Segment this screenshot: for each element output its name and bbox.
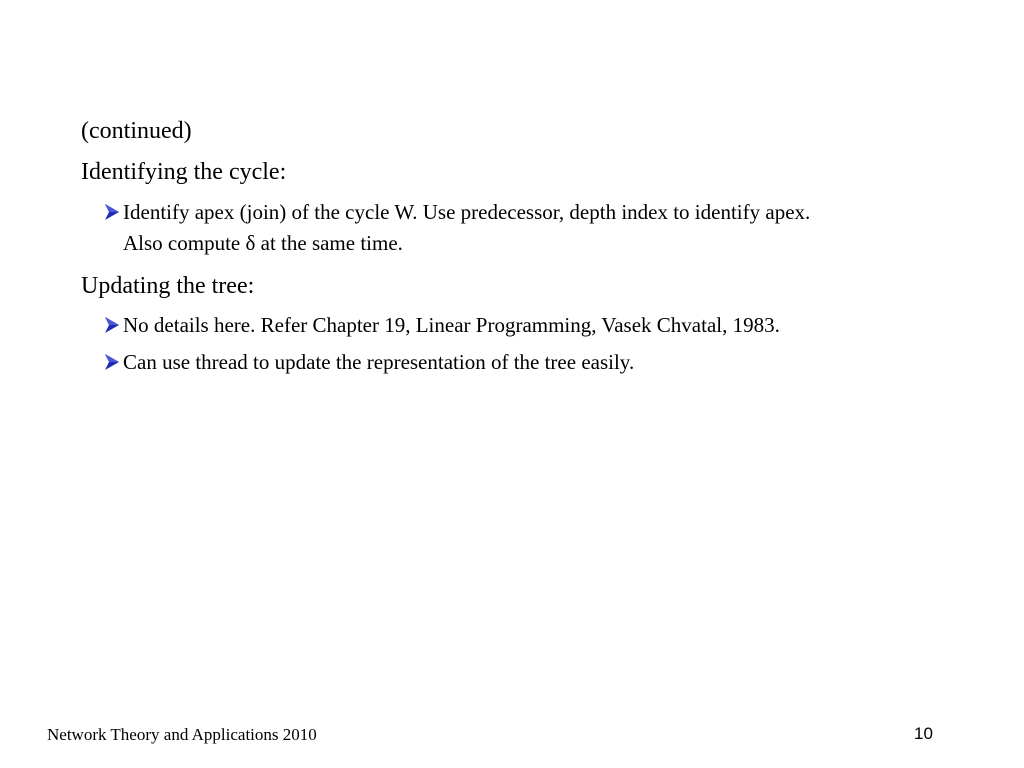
cycle-bullet-text-line1: Identify apex (join) of the cycle W. Use predecessor, depth index to identify apex. bbox=[123, 200, 811, 224]
page-number: 10 bbox=[914, 724, 933, 743]
arrow-bullet-icon bbox=[103, 316, 121, 334]
continued-label: (continued) bbox=[81, 118, 192, 144]
tree-bullet-1-text: No details here. Refer Chapter 19, Linear Programming, Vasek Chvatal, 1983. bbox=[123, 313, 780, 337]
cycle-bullet bbox=[103, 202, 810, 223]
arrow-bullet-icon bbox=[103, 203, 121, 221]
cycle-bullet-text-line2: Also compute δ at the same time. bbox=[123, 231, 403, 255]
cycle-heading: Identifying the cycle: bbox=[81, 159, 287, 185]
tree-bullet-2 bbox=[103, 352, 634, 373]
tree-heading: Updating the tree: bbox=[81, 273, 255, 299]
arrow-bullet-icon bbox=[103, 353, 121, 371]
footer-title: Network Theory and Applications 2010 bbox=[47, 725, 317, 744]
tree-bullet-2-text: Can use thread to update the representation of the tree easily. bbox=[123, 350, 635, 374]
tree-bullet-1 bbox=[103, 315, 780, 336]
